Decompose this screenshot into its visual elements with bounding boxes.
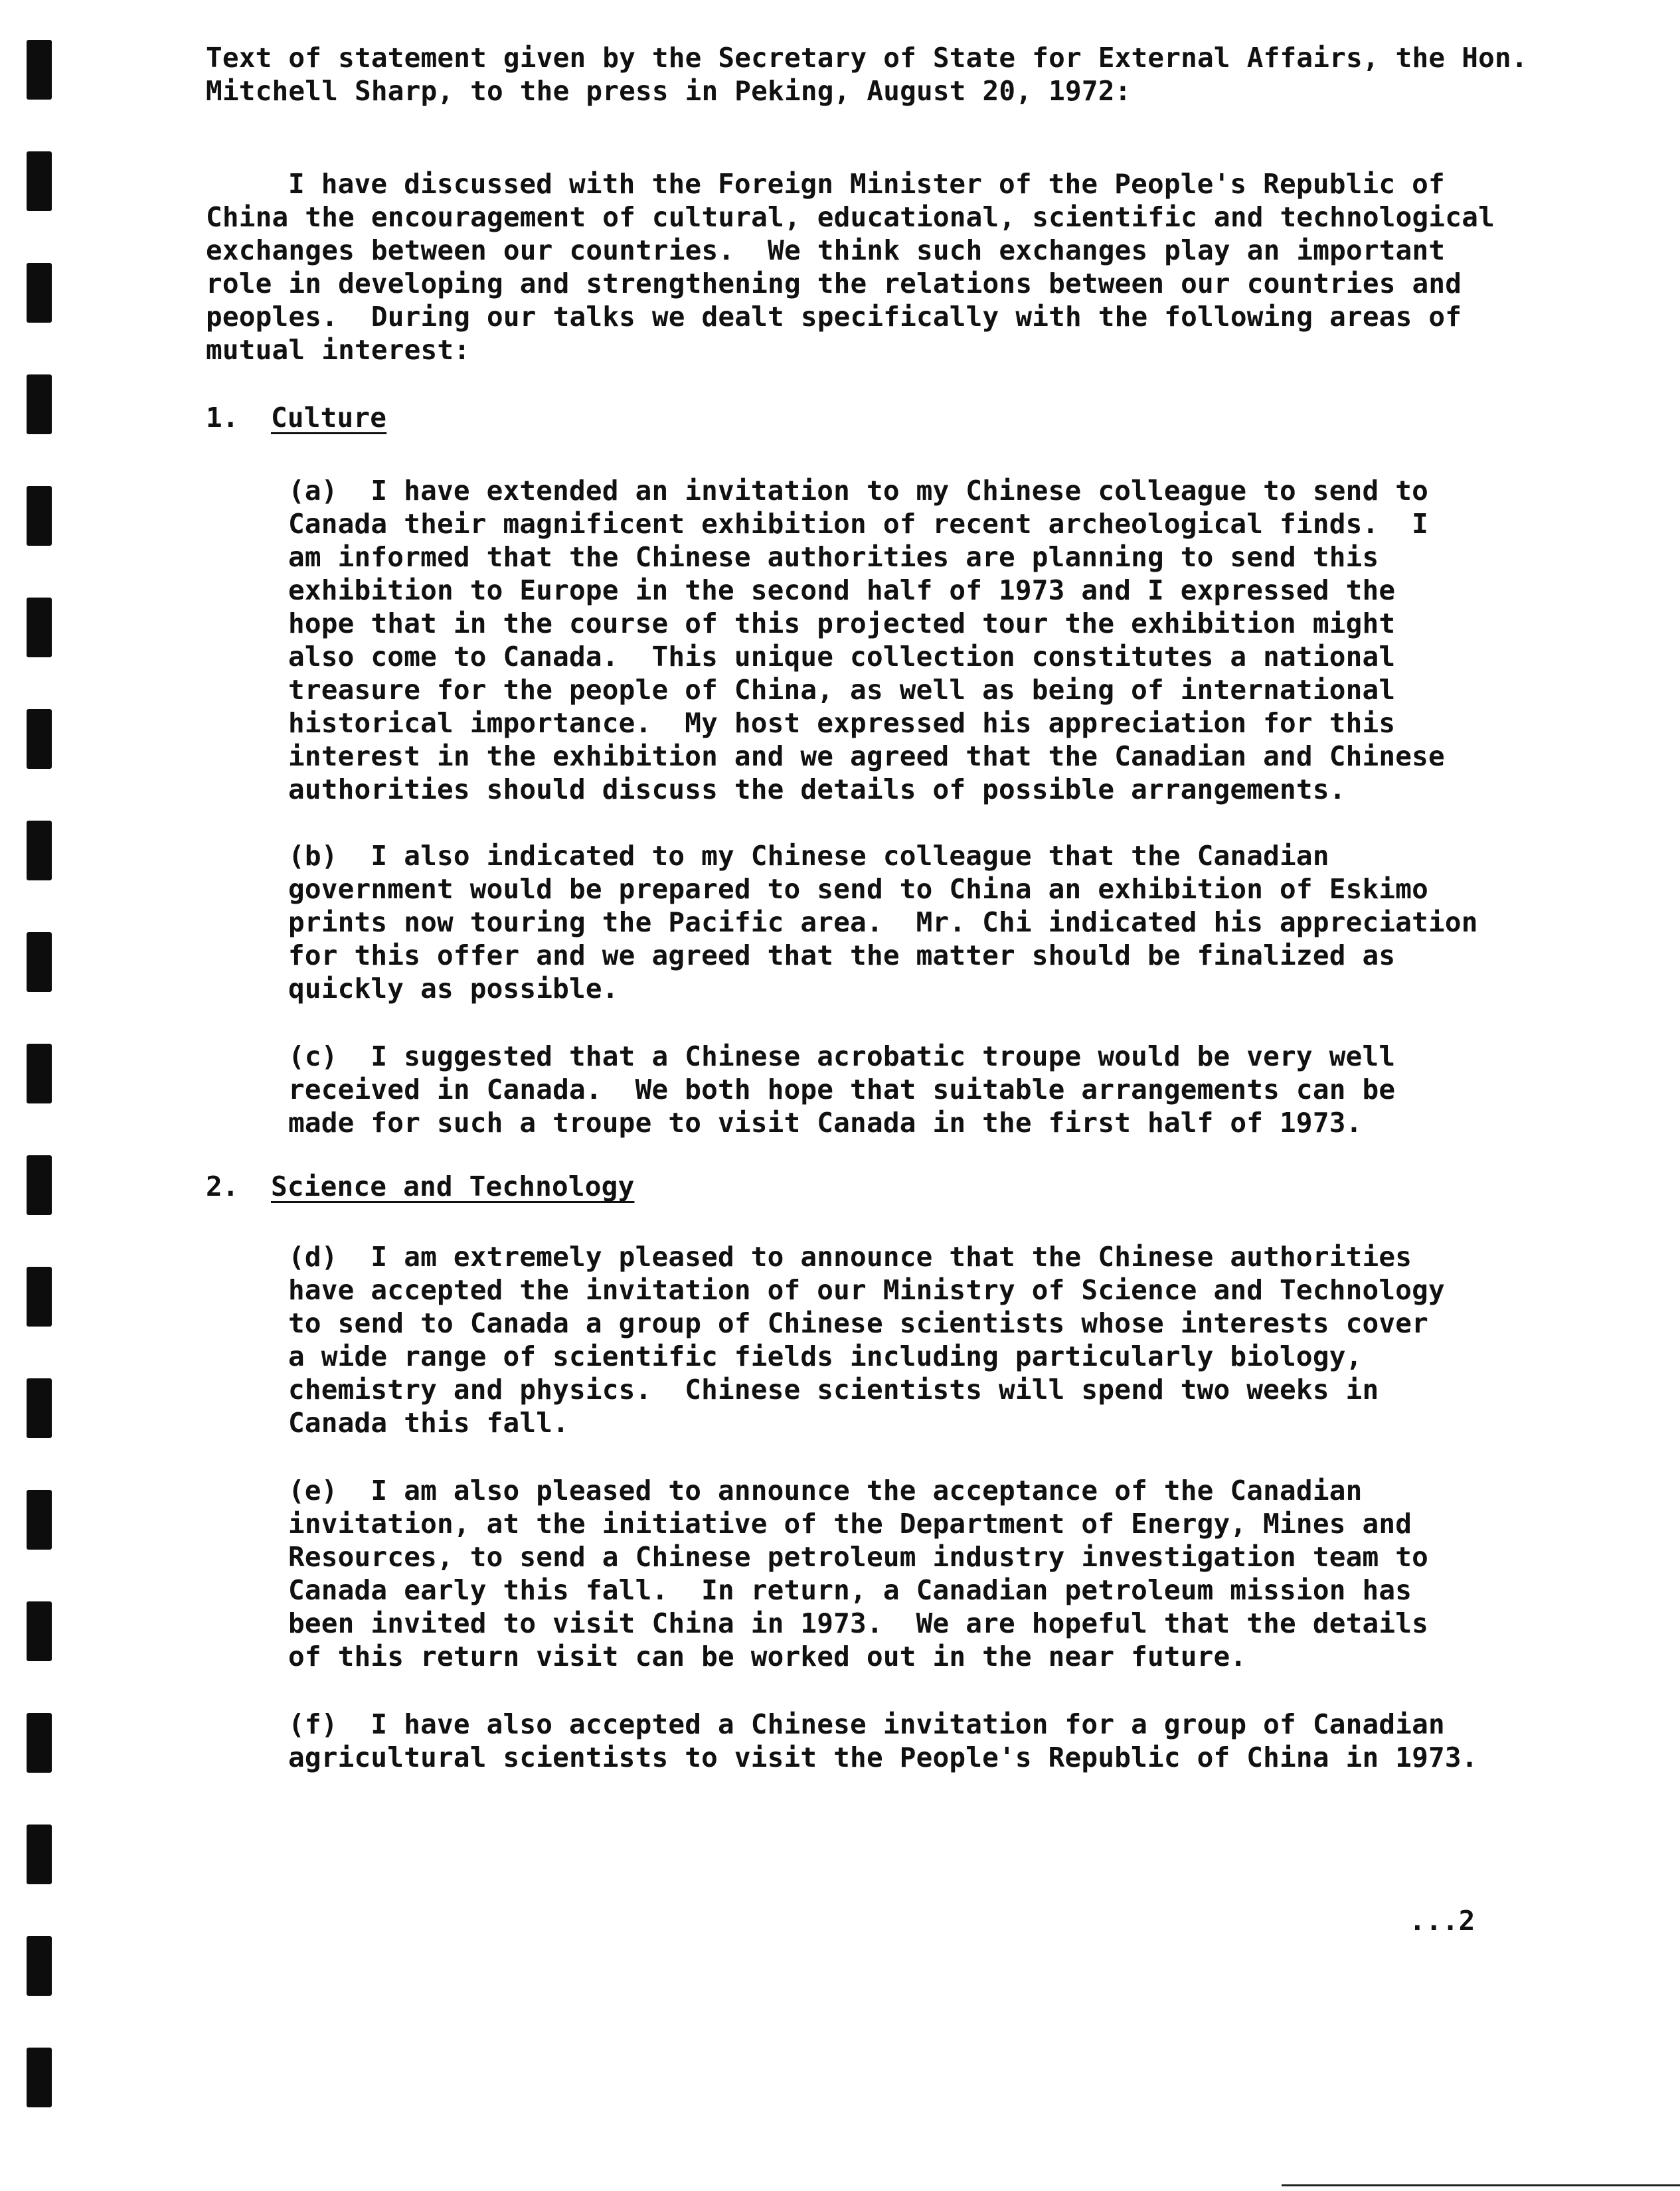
paragraph-a-line: Canada their magnificent exhibition of recent archeological finds. I [288,508,1429,540]
paragraph-c-line: received in Canada. We both hope that suitable arrangements can be [288,1074,1396,1105]
punch-hole [27,486,52,546]
paragraph-d-line: to send to Canada a group of Chinese scientists whose interests cover [288,1307,1429,1339]
paragraph-a-line: interest in the exhibition and we agreed that the Canadian and Chinese [288,740,1445,772]
intro-line: role in developing and strengthening the relations between our countries and [206,268,1462,299]
paragraph-a-line: hope that in the course of this projected tour the exhibition might [288,608,1396,639]
paragraph-a-line: exhibition to Europe in the second half of 1973 and I expressed the [288,574,1396,606]
heading-line-1: Text of statement given by the Secretary of State for External Affairs, the Hon. [206,42,1528,74]
punch-hole-strip [27,40,53,2191]
paragraph-e-line: invitation, at the initiative of the Department of Energy, Mines and [288,1508,1412,1540]
paragraph-a-line: am informed that the Chinese authorities are planning to send this [288,541,1379,573]
section-2-number: 2. [206,1171,239,1202]
paragraph-a-line: authorities should discuss the details of possible arrangements. [288,773,1346,805]
paragraph-e-line: Canada early this fall. In return, a Canadian petroleum mission has [288,1574,1412,1606]
punch-hole [27,932,52,992]
section-1-number: 1. [206,402,239,434]
paragraph-b-line: prints now touring the Pacific area. Mr. Chi indicated his appreciation [288,906,1478,938]
paragraph-b-line: for this offer and we agreed that the matter should be finalized as [288,939,1396,971]
paragraph-d-line: a wide range of scientific fields including particularly biology, [288,1340,1363,1372]
page-continuation-marker: ...2 [1409,1905,1475,1937]
punch-hole [27,1490,52,1550]
intro-line: I have discussed with the Foreign Minister of the People's Republic of [288,168,1445,200]
paragraph-d-line: (d) I am extremely pleased to announce that the Chinese authorities [288,1241,1412,1273]
paragraph-b-line: government would be prepared to send to China an exhibition of Eskimo [288,873,1429,905]
paragraph-a-line: treasure for the people of China, as well as being of international [288,674,1396,706]
paragraph-e-line: (e) I am also pleased to announce the acceptance of the Canadian [288,1475,1363,1506]
punch-hole [27,2048,52,2107]
punch-hole [27,1267,52,1327]
punch-hole [27,1825,52,1884]
paragraph-a-line: also come to Canada. This unique collection constitutes a national [288,641,1396,673]
paragraph-e-line: been invited to visit China in 1973. We are hopeful that the details [288,1607,1429,1639]
paragraph-a-line: historical importance. My host expressed his appreciation for this [288,707,1396,739]
section-1-title: Culture [271,402,387,434]
punch-hole [27,1936,52,1996]
intro-line: mutual interest: [206,334,471,366]
paragraph-e-line: Resources, to send a Chinese petroleum industry investigation team to [288,1541,1429,1573]
intro-line: peoples. During our talks we dealt specifically with the following areas of [206,301,1462,333]
punch-hole [27,709,52,769]
paragraph-e-line: of this return visit can be worked out in the near future. [288,1641,1247,1672]
punch-hole [27,598,52,657]
intro-line: exchanges between our countries. We think such exchanges play an important [206,234,1446,266]
paragraph-b-line: (b) I also indicated to my Chinese colleague that the Canadian [288,840,1329,872]
paragraph-f-line: agricultural scientists to visit the People's Republic of China in 1973. [288,1742,1478,1773]
section-2-title: Science and Technology [271,1171,635,1202]
punch-hole [27,151,52,211]
punch-hole [27,263,52,323]
paragraph-c-line: (c) I suggested that a Chinese acrobatic troupe would be very well [288,1040,1396,1072]
paragraph-b-line: quickly as possible. [288,973,619,1005]
punch-hole [27,1713,52,1773]
punch-hole [27,1378,52,1438]
punch-hole [27,1601,52,1661]
paragraph-d-line: have accepted the invitation of our Ministry of Science and Technology [288,1274,1445,1306]
punch-hole [27,821,52,880]
paragraph-f-line: (f) I have also accepted a Chinese invitation for a group of Canadian [288,1708,1445,1740]
punch-hole [27,1044,52,1103]
punch-hole [27,374,52,434]
punch-hole [27,40,52,100]
paragraph-d-line: chemistry and physics. Chinese scientists will spend two weeks in [288,1374,1379,1406]
footer-rule [1282,2184,1680,2186]
punch-hole [27,1155,52,1215]
paragraph-d-line: Canada this fall. [288,1407,570,1439]
heading-line-2: Mitchell Sharp, to the press in Peking, August 20, 1972: [206,75,1132,107]
paragraph-a-line: (a) I have extended an invitation to my Chinese colleague to send to [288,475,1429,507]
intro-line: China the encouragement of cultural, educational, scientific and technological [206,201,1495,233]
paragraph-c-line: made for such a troupe to visit Canada in the first half of 1973. [288,1107,1363,1139]
